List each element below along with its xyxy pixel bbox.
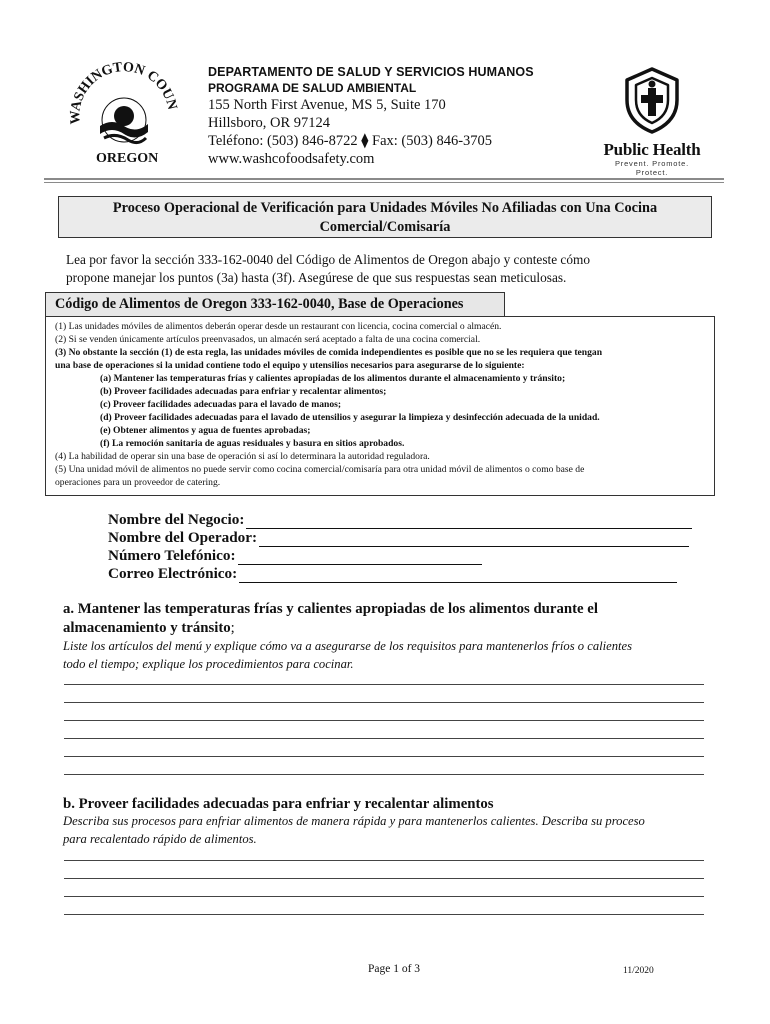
operator-info-fields [108,511,692,583]
business-name-label: Nombre del Negocio: [108,511,245,528]
page-number: Page 1 of 3 [368,963,421,975]
section-a-title-line-2: almacenamiento y tránsito [63,620,231,636]
revision-date: 11/2020 [623,966,654,976]
department-name: DEPARTAMENTO DE SALUD Y SERVICIOS HUMANOS [208,65,534,79]
code-paragraph-5-line-2: operaciones para un proveedor de catering. [55,477,221,488]
section-b-desc-line-1: Describa sus procesos para enfriar alimentos de manera rápida y para mantenerlos calientes. Describa su proceso [63,814,645,828]
header-divider-thin [44,182,724,183]
document-title-line-1: Proceso Operacional de Verificación para Unidades Móviles No Afiliadas con Una Cocina [112,200,658,216]
operator-name-input-line[interactable] [259,533,689,547]
code-paragraph-5-line-1: (5) Una unidad móvil de alimentos no puede servir como cocina comercial/comisaría para otra unidad móvil de alimentos o como base de [55,464,585,475]
business-name-input-line[interactable] [246,515,692,529]
section-a-desc-line-2: todo el tiempo; explique los procedimientos para cocinar. [63,657,354,671]
code-section-body [45,316,715,496]
section-a-title-suffix: ; [230,620,235,636]
answer-line-b3[interactable] [64,896,704,897]
answer-line-a5[interactable] [64,756,704,757]
business-name-field[interactable] [108,511,692,529]
seal-bottom-text: OREGON [96,151,159,166]
website: www.washcofoodsafety.com [208,151,375,167]
header-divider [44,178,724,180]
answer-line-a6[interactable] [64,774,704,775]
code-item-f: (f) La remoción sanitaria de aguas residuales y basura en sitios aprobados. [100,438,405,449]
section-b-title: b. Proveer facilidades adecuadas para enfriar y recalentar alimentos [63,796,494,812]
address-line-2: Hillsboro, OR 97124 [208,115,331,131]
operator-name-field[interactable] [108,529,692,547]
public-health-shield-icon [622,66,682,134]
code-paragraph-4: (4) La habilidad de operar sin una base de operación si así lo determinara la autoridad reguladora. [55,451,430,462]
section-b-desc-line-2: para recalentado rápido de alimentos. [63,832,257,846]
answer-line-b4[interactable] [64,914,704,915]
phone-fax-line: Teléfono: (503) 846-8722 ⧫ Fax: (503) 846-3705 [208,133,493,149]
code-section-header: Código de Alimentos de Oregon 333-162-0040, Base de Operaciones [45,292,505,316]
intro-line-2: propone manejar los puntos (3a) hasta (3f). Asegúrese de que sus respuestas sean meticulosas. [66,270,567,285]
answer-line-a2[interactable] [64,702,704,703]
public-health-logo [598,66,706,177]
code-item-c: (c) Proveer facilidades adecuadas para el lavado de manos; [100,399,342,410]
code-item-d: (d) Proveer facilidades adecuadas para el lavado de utensilios y asegurar la limpieza y desinfección adecuada de la unidad. [100,412,600,423]
program-name: PROGRAMA DE SALUD AMBIENTAL [208,81,417,95]
section-a-title [63,600,683,638]
email-label: Correo Electrónico: [108,565,238,582]
answer-line-a3[interactable] [64,720,704,721]
section-a-description [63,637,713,673]
operator-name-label: Nombre del Operador: [108,529,258,546]
section-b-description [63,812,713,848]
code-item-b: (b) Proveer facilidades adecuadas para enfriar y recalentar alimentos; [100,386,387,397]
code-item-a: (a) Mantener las temperaturas frías y calientes apropiadas de los alimentos durante el almacenamiento y tránsito; [100,373,566,384]
code-paragraph-3-line-2: una base de operaciones si la unidad contiene todo el equipo y utensilios necesarios para asegurarse de lo siguiente: [55,360,525,371]
code-item-e: (e) Obtener alimentos y agua de fuentes aprobadas; [100,425,311,436]
seal-arc-text: WASHINGTON COUN [68,60,180,125]
answer-line-a1[interactable] [64,684,704,685]
county-seal-icon [62,52,184,172]
public-health-tagline: Prevent. Promote. Protect. [614,159,690,177]
answer-line-b1[interactable] [64,860,704,861]
document-title-box [58,196,712,238]
phone-number-input-line[interactable] [238,551,482,565]
code-paragraph-2: (2) Si se venden únicamente artículos preenvasados, un almacén será aceptado a falta de una cocina comercial. [55,334,481,345]
code-paragraph-3-line-1: (3) No obstante la sección (1) de esta regla, las unidades móviles de comida independientes es posible que no se les requiera que tengan [55,347,603,358]
intro-line-1: Lea por favor la sección 333-162-0040 del Código de Alimentos de Oregon abajo y conteste cómo [66,252,590,267]
answer-line-a4[interactable] [64,738,704,739]
public-health-title: Public Health [603,140,701,159]
intro-paragraph [66,251,676,287]
header-address-block [208,64,608,168]
phone-number-field[interactable] [108,547,692,565]
section-a-title-line-1: a. Mantener las temperaturas frías y calientes apropiadas de los alimentos durante el [63,601,598,617]
section-a-desc-line-1: Liste los artículos del menú y explique cómo va a asegurarse de los requisitos para mantenerlos fríos o calientes [63,639,632,653]
address-line-1: 155 North First Avenue, MS 5, Suite 170 [208,97,446,113]
code-paragraph-1: (1) Las unidades móviles de alimentos deberán operar desde un restaurant con licencia, cocina comercial o almacén. [55,321,502,332]
phone-number-label: Número Telefónico: [108,547,236,564]
email-input-line[interactable] [239,569,677,583]
email-field[interactable] [108,565,692,583]
answer-line-b2[interactable] [64,878,704,879]
washington-county-logo [62,52,184,172]
document-title-line-2: Comercial/Comisaría [319,219,451,235]
